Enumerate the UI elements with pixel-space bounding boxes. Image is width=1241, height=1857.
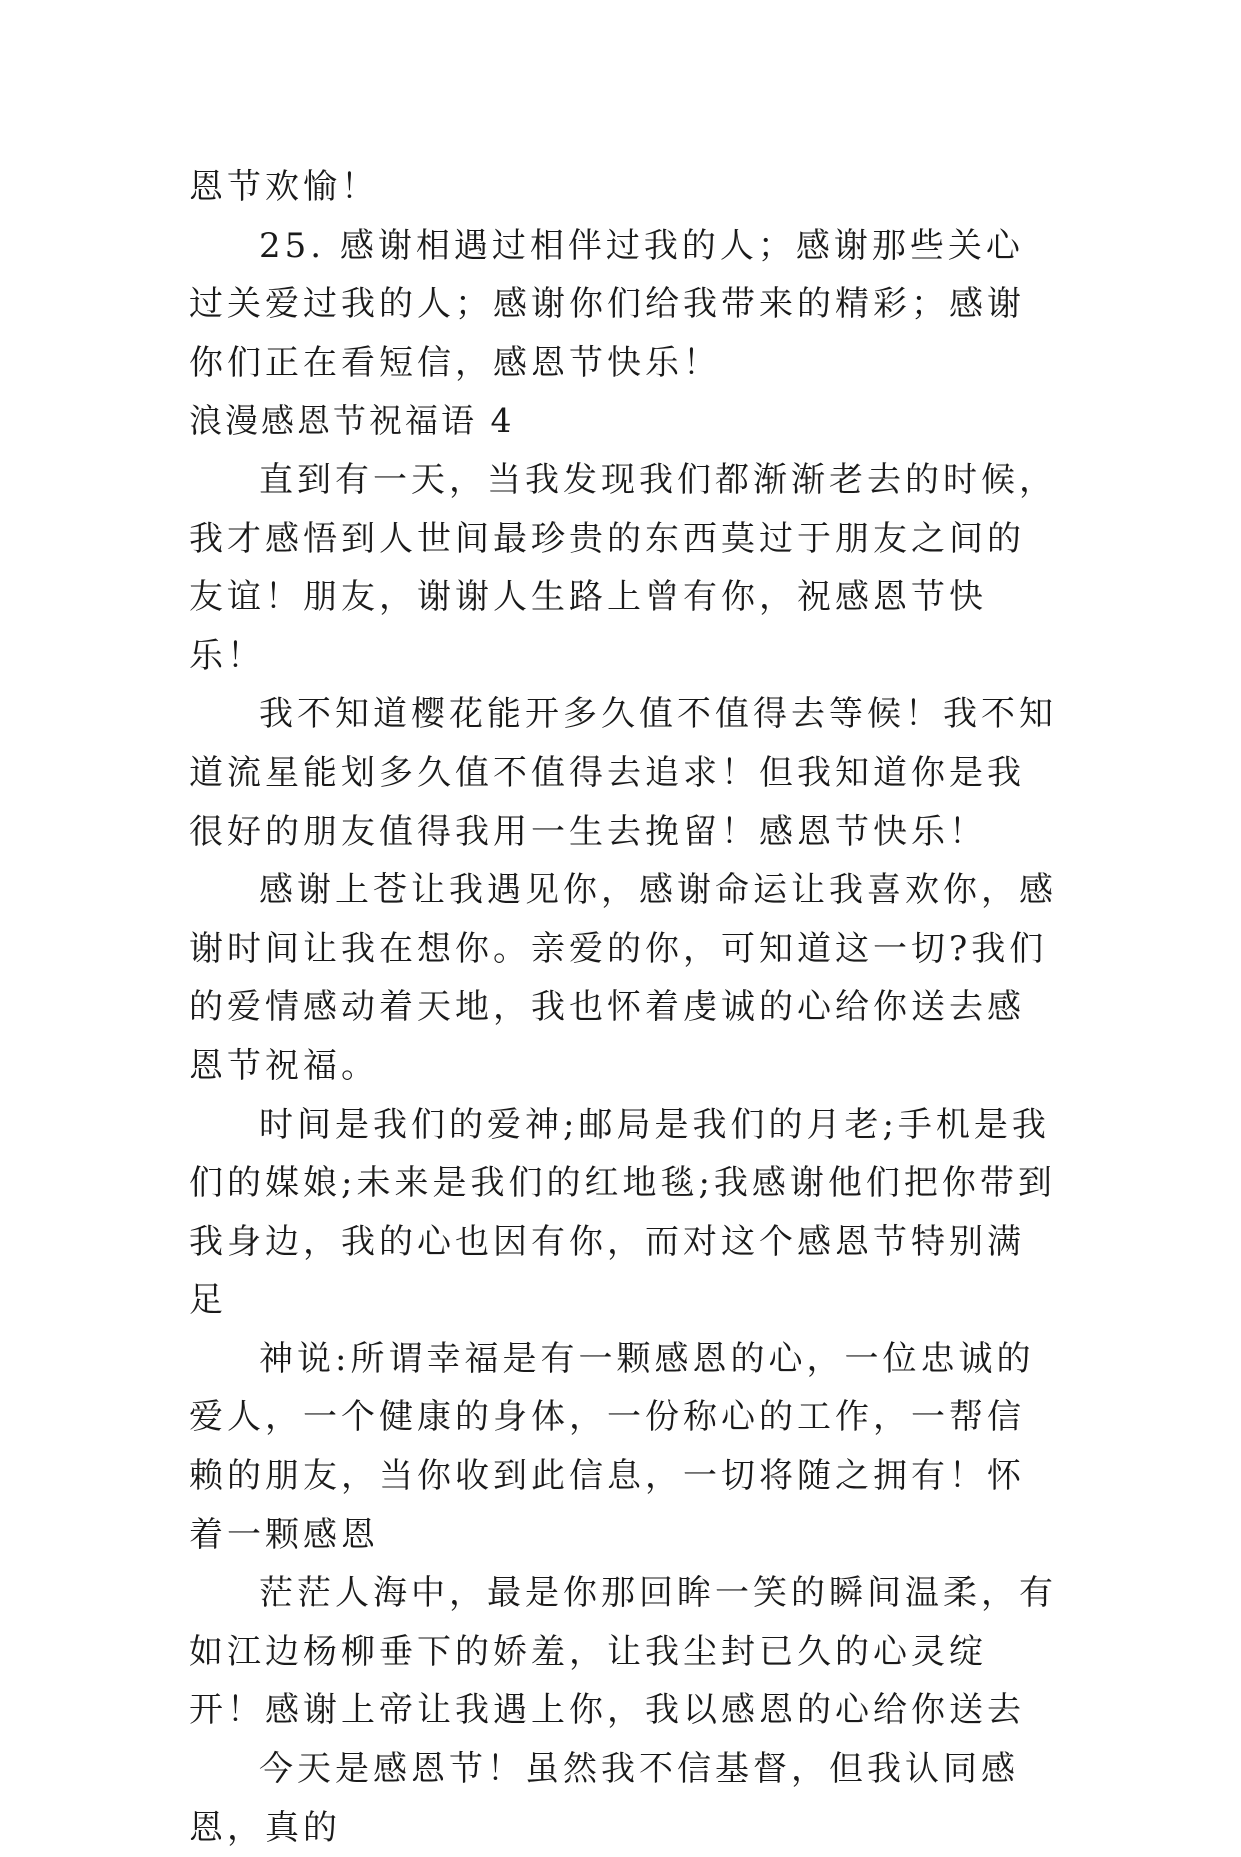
paragraph-time-cupid: 时间是我们的爱神;邮局是我们的月老;手机是我们的媒娘;未来是我们的红地毯;我感谢他们把你带到我身边，我的心也因有你，而对这个感恩节特别满足 <box>189 1104 1056 1321</box>
paragraph-friendship: 直到有一天，当我发现我们都渐渐老去的时候，我才感悟到人世间最珍贵的东西莫过于朋友之间的友谊！朋友，谢谢人生路上曾有你，祝感恩节快乐！ <box>189 459 1057 676</box>
section-heading: 浪漫感恩节祝福语 4 <box>189 401 515 441</box>
paragraph-blessing-25: 25. 感谢相遇过相伴过我的人；感谢那些关心过关爱过我的人；感谢你们给我带来的精彩；感谢你们正在看短信，感恩节快乐！ <box>189 225 1025 383</box>
paragraph-thank-heaven: 感谢上苍让我遇见你，感谢命运让我喜欢你，感谢时间让我在想你。亲爱的你，可知道这一切?我们的爱情感动着天地，我也怀着虔诚的心给你送去感恩节祝福。 <box>189 870 1057 1086</box>
paragraph-cherry-blossom: 我不知道樱花能开多久值不值得去等候！我不知道流星能划多久值不值得去追求！但我知道你是我很好的朋友值得我用一生去挽留！感恩节快乐！ <box>189 694 1057 852</box>
document-body <box>189 158 1059 1857</box>
paragraph-today-thanksgiving: 今天是感恩节！虽然我不信基督，但我认同感恩，真的 <box>189 1749 1019 1848</box>
paragraph-sea-of-people: 茫茫人海中，最是你那回眸一笑的瞬间温柔，有如江边杨柳垂下的娇羞，让我尘封已久的心灵绽开！感谢上帝让我遇上你，我以感恩的心给你送去 <box>189 1573 1057 1731</box>
paragraph-god-said: 神说:所谓幸福是有一颗感恩的心，一位忠诚的爱人，一个健康的身体，一份称心的工作，一帮信赖的朋友，当你收到此信息，一切将随之拥有！怀着一颗感恩 <box>189 1338 1035 1555</box>
paragraph-continued: 恩节欢愉！ <box>189 167 379 207</box>
